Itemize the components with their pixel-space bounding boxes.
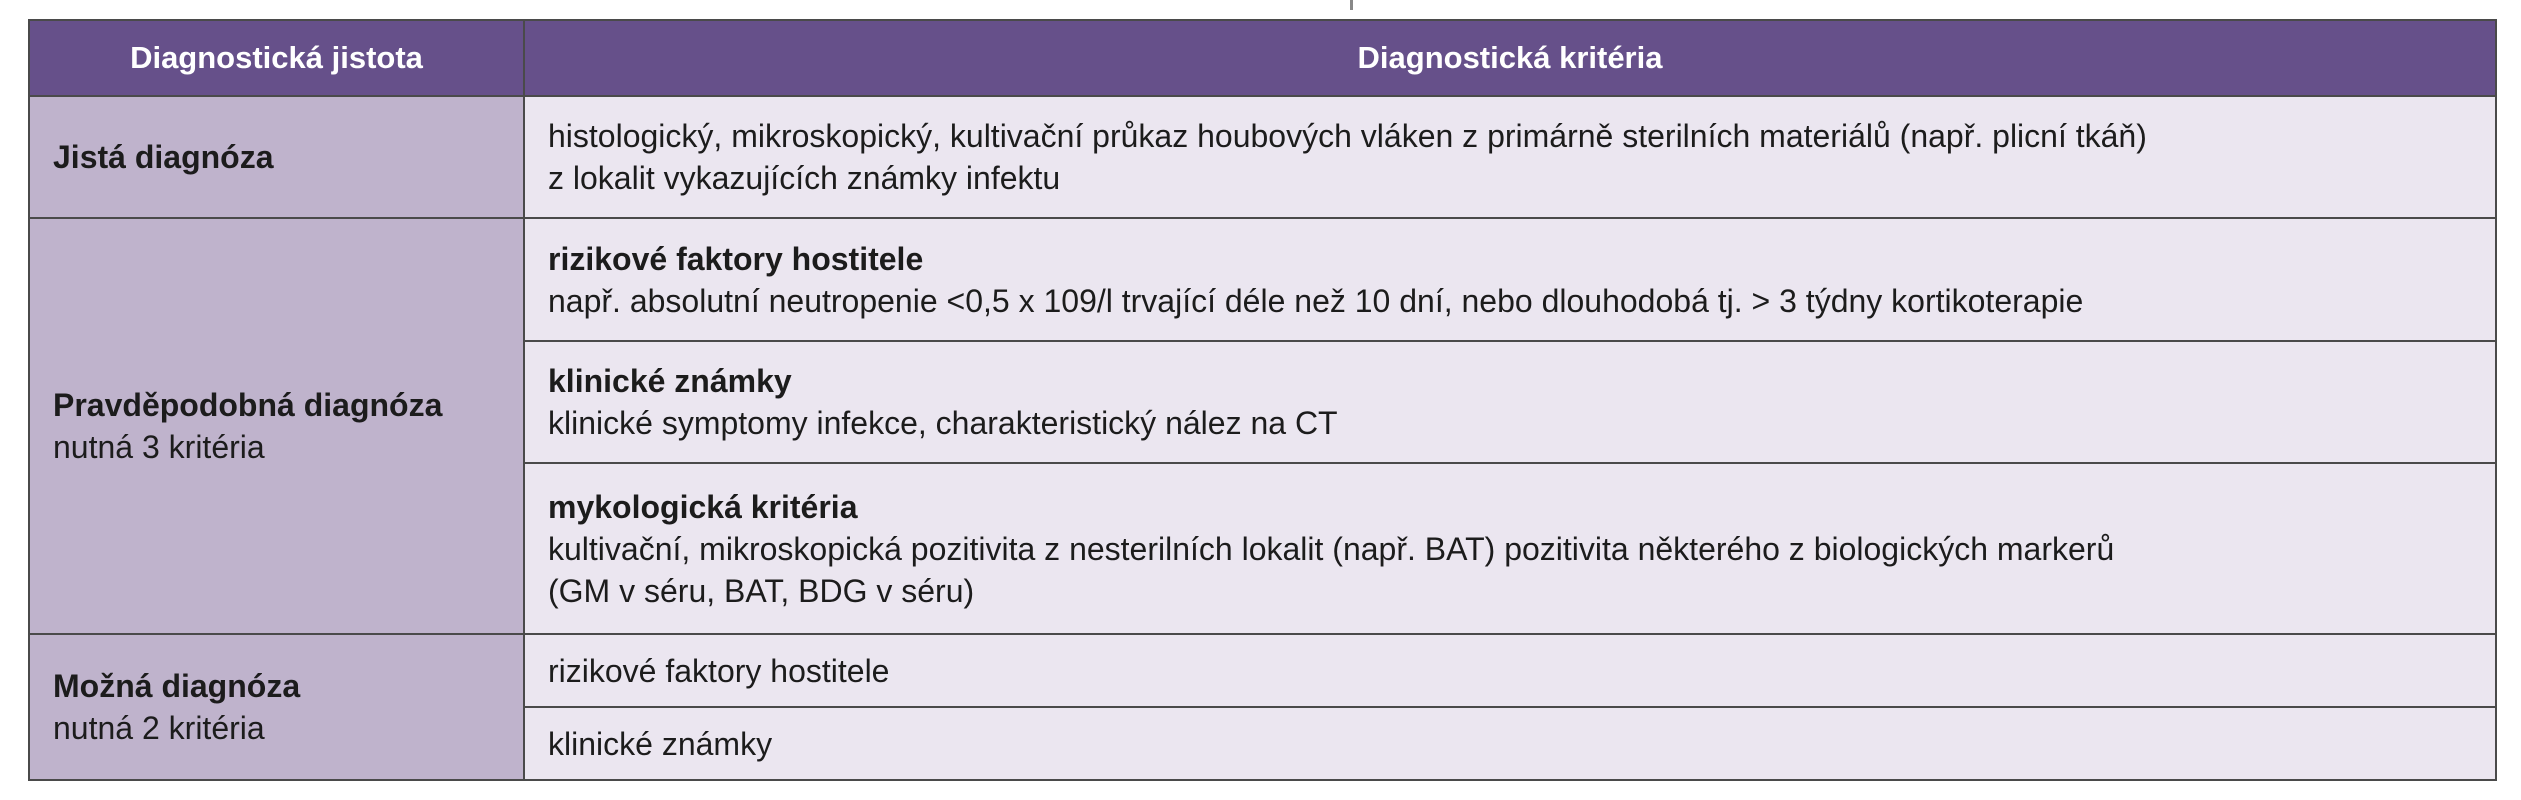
criteria-title: mykologická kritéria xyxy=(548,488,858,525)
table-header xyxy=(29,20,2496,96)
criteria-title: rizikové faktory hostitele xyxy=(548,240,924,277)
certainty-label: Jistá diagnóza xyxy=(53,139,274,175)
criteria-line: (GM v séru, BAT, BDG v séru) xyxy=(548,572,975,609)
criteria-line: rizikové faktory hostitele xyxy=(548,652,890,689)
certainty-cell-probable xyxy=(29,218,524,634)
criteria-line: klinické známky xyxy=(548,725,773,762)
certainty-cell-definite xyxy=(29,96,524,218)
table-body xyxy=(29,96,2496,780)
header-criteria: Diagnostická kritéria xyxy=(524,20,2496,96)
table-row xyxy=(29,96,2496,218)
certainty-label: Možná diagnóza xyxy=(53,668,301,704)
criteria-line: klinické symptomy infekce, charakteristický nález na CT xyxy=(548,405,1338,441)
criteria-line: z lokalit vykazujících známky infektu xyxy=(548,160,1061,196)
criteria-title: klinické známky xyxy=(548,363,792,399)
diagnostic-criteria-table xyxy=(28,19,2497,781)
top-edge-mark xyxy=(1350,0,1353,10)
criteria-line: např. absolutní neutropenie <0,5 x 109/l trvající déle než 10 dní, nebo dlouhodobá tj. > 3 týdny kortikoterapie xyxy=(548,282,2084,319)
criteria-line: kultivační, mikroskopická pozitivita z nesterilních lokalit (např. BAT) pozitivita některého z biologických markerů xyxy=(548,530,2115,567)
certainty-cell-possible xyxy=(29,634,524,780)
table-row xyxy=(29,634,2496,707)
header-row xyxy=(29,20,2496,96)
criteria-cell xyxy=(524,96,2496,218)
criteria-cell xyxy=(524,707,2496,780)
criteria-cell xyxy=(524,634,2496,707)
certainty-label: Pravděpodobná diagnóza xyxy=(53,387,443,423)
header-certainty: Diagnostická jistota xyxy=(29,20,524,96)
criteria-cell xyxy=(524,341,2496,463)
criteria-cell xyxy=(524,463,2496,634)
certainty-note: nutná 2 kritéria xyxy=(53,710,265,746)
criteria-line: histologický, mikroskopický, kultivační průkaz houbových vláken z primárně sterilních materiálů (např. plicní tkáň) xyxy=(548,118,2147,154)
certainty-note: nutná 3 kritéria xyxy=(53,429,265,465)
table-row xyxy=(29,218,2496,341)
criteria-cell xyxy=(524,218,2496,341)
